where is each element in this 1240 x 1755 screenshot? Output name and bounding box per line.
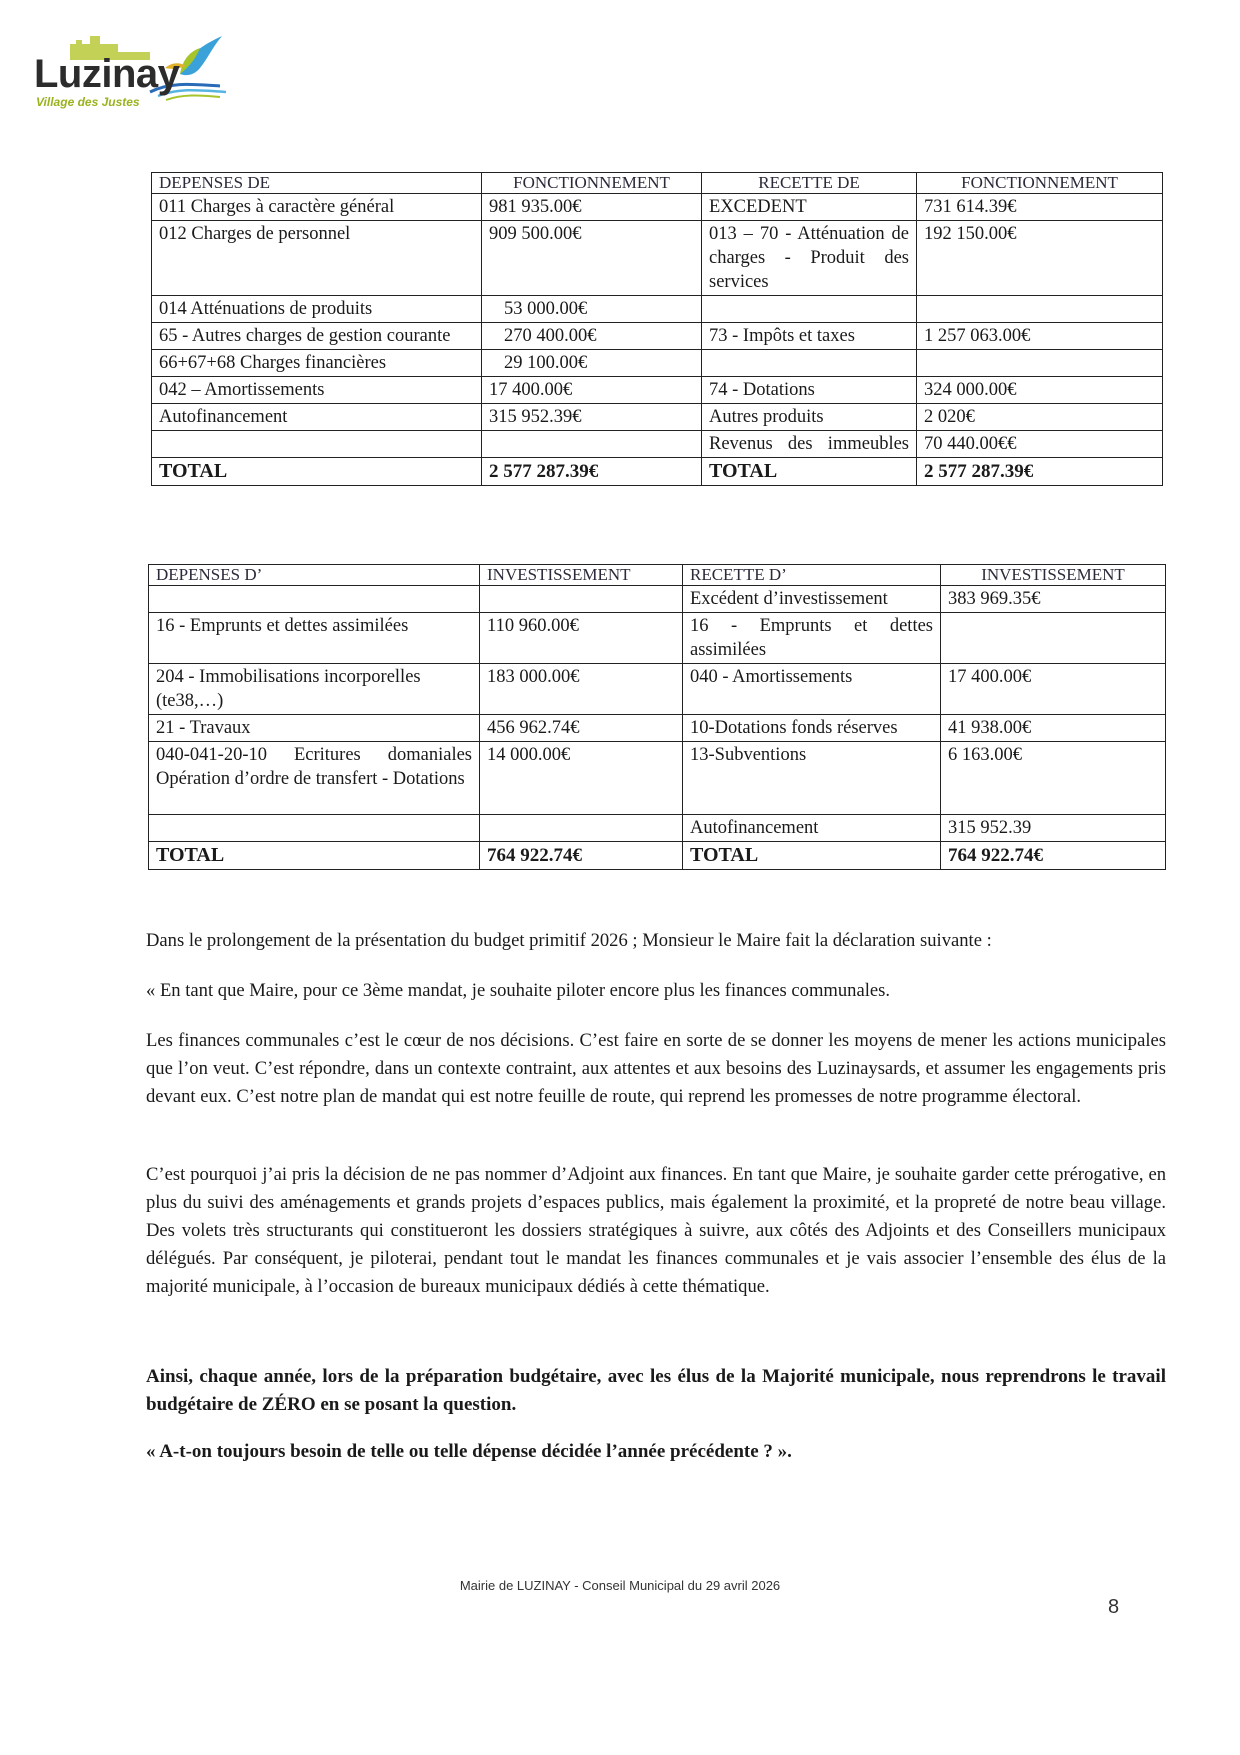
table-row [149, 715, 1166, 742]
table-cell: 29 100.00€ [482, 350, 702, 377]
table-cell: 192 150.00€ [917, 221, 1163, 296]
table-total-row [152, 458, 1163, 486]
investissement-table [148, 564, 1166, 870]
header-cell: DEPENSES DE [152, 173, 482, 194]
table-cell: 65 - Autres charges de gestion courante [152, 323, 482, 350]
header-cell: RECETTE D’ [683, 565, 941, 586]
total-value: 764 922.74€ [941, 842, 1166, 870]
table-cell: 013 – 70 - Atténuation de charges - Produit des services [702, 221, 917, 296]
paragraph-zero-budget: Ainsi, chaque année, lors de la préparation budgétaire, avec les élus de la Majorité municipale, nous reprendrons le travail budgétaire de ZÉRO en se posant la question. [146, 1366, 1166, 1415]
table-cell [152, 431, 482, 458]
table-row [149, 815, 1166, 842]
table-cell: 183 000.00€ [480, 664, 683, 715]
table-cell [917, 350, 1163, 377]
table-cell: 53 000.00€ [482, 296, 702, 323]
table-cell: 17 400.00€ [482, 377, 702, 404]
table-cell: Autres produits [702, 404, 917, 431]
header-cell: INVESTISSEMENT [480, 565, 683, 586]
paragraph-finances: Les finances communales c’est le cœur de nos décisions. C’est faire en sorte de se donner les moyens de mener les actions municipales que l’on veut. C’est répondre, dans un contexte contraint, aux attentes et aux besoins des Luzinaysards, et assumer les engagements pris devant eux. C’est notre plan de mandat qui est notre feuille de route, qui reprend les promesses de notre programme électoral. [146, 1030, 1166, 1107]
table-cell: 040-041-20-10 Ecritures domaniales Opération d’ordre de transfert - Dotations [149, 742, 480, 815]
table-cell [941, 613, 1166, 664]
table-cell: 73 - Impôts et taxes [702, 323, 917, 350]
table-row [149, 742, 1166, 815]
luzinay-logo [30, 22, 240, 109]
table-cell: 270 400.00€ [482, 323, 702, 350]
table-cell [149, 586, 480, 613]
table-cell: Autofinancement [152, 404, 482, 431]
table-cell [480, 815, 683, 842]
table-row [152, 296, 1163, 323]
logo-tagline: Village des Justes [36, 95, 140, 109]
table-cell: 16 - Emprunts et dettes assimilées [149, 613, 480, 664]
table-cell: 324 000.00€ [917, 377, 1163, 404]
table-cell: 13-Subventions [683, 742, 941, 815]
header-cell: RECETTE DE [702, 173, 917, 194]
header-cell: FONCTIONNEMENT [917, 173, 1163, 194]
paragraph-decision: C’est pourquoi j’ai pris la décision de ne pas nommer d’Adjoint aux finances. En tant que Maire, je souhaite garder cette prérogative, en plus du suivi des aménagements et grands projets d’espaces publics, mais également la proximité, et la propreté de notre beau village. Des volets très structurants qui constitueront les dossiers stratégiques à suivre, aux côtés des Adjoints et des Conseillers municipaux délégués. Par conséquent, je piloterai, pendant tout le mandat les finances communales et je vais associer l’ensemble des élus de la majorité municipale, à l’occasion de bureaux municipaux dédiés à cette thématique. [146, 1164, 1166, 1297]
total-label: TOTAL [149, 842, 480, 870]
table-cell: 042 – Amortissements [152, 377, 482, 404]
table-cell: 70 440.00€€ [917, 431, 1163, 458]
paragraph-intro: Dans le prolongement de la présentation du budget primitif 2026 ; Monsieur le Maire fait la déclaration suivante : [146, 930, 992, 951]
table-cell: 14 000.00€ [480, 742, 683, 815]
header-cell: DEPENSES D’ [149, 565, 480, 586]
table-cell: 456 962.74€ [480, 715, 683, 742]
table-cell: 731 614.39€ [917, 194, 1163, 221]
total-value: 2 577 287.39€ [482, 458, 702, 486]
total-label: TOTAL [683, 842, 941, 870]
total-label: TOTAL [152, 458, 482, 486]
table-row [152, 431, 1163, 458]
header-cell: INVESTISSEMENT [941, 565, 1166, 586]
table-cell: Revenus des immeubles [702, 431, 917, 458]
table-cell [917, 296, 1163, 323]
table-cell: 110 960.00€ [480, 613, 683, 664]
table-cell: 1 257 063.00€ [917, 323, 1163, 350]
table-row [152, 194, 1163, 221]
table-cell [482, 431, 702, 458]
table-header-row [149, 565, 1166, 586]
table-cell: 17 400.00€ [941, 664, 1166, 715]
table-cell: 315 952.39€ [482, 404, 702, 431]
logo-name: Luzinay [34, 52, 180, 96]
table-cell: EXCEDENT [702, 194, 917, 221]
table-row [152, 377, 1163, 404]
table-cell: 011 Charges à caractère général [152, 194, 482, 221]
total-label: TOTAL [702, 458, 917, 486]
table-cell: 204 - Immobilisations incorporelles (te38,…) [149, 664, 480, 715]
table-cell: 66+67+68 Charges financières [152, 350, 482, 377]
table-cell [480, 586, 683, 613]
table-cell: 6 163.00€ [941, 742, 1166, 815]
table-cell [702, 296, 917, 323]
table-cell [702, 350, 917, 377]
page-footer: Mairie de LUZINAY - Conseil Municipal du 29 avril 2026 [459, 1578, 781, 1593]
table-cell: 383 969.35€ [941, 586, 1166, 613]
table-row [149, 664, 1166, 715]
table-cell: 21 - Travaux [149, 715, 480, 742]
table-row [149, 586, 1166, 613]
table-cell: 315 952.39 [941, 815, 1166, 842]
table-cell: 41 938.00€ [941, 715, 1166, 742]
table-cell: 012 Charges de personnel [152, 221, 482, 296]
table-cell: 10-Dotations fonds réserves [683, 715, 941, 742]
table-cell: 74 - Dotations [702, 377, 917, 404]
table-cell: 981 935.00€ [482, 194, 702, 221]
header-cell: FONCTIONNEMENT [482, 173, 702, 194]
table-row [152, 221, 1163, 296]
paragraph-question: « A-t-on toujours besoin de telle ou telle dépense décidée l’année précédente ? ». [146, 1441, 792, 1462]
table-cell: Autofinancement [683, 815, 941, 842]
table-cell [149, 815, 480, 842]
table-row [152, 323, 1163, 350]
table-cell: 014 Atténuations de produits [152, 296, 482, 323]
total-value: 764 922.74€ [480, 842, 683, 870]
table-row [152, 404, 1163, 431]
total-value: 2 577 287.39€ [917, 458, 1163, 486]
table-cell: 16 - Emprunts et dettes assimilées [683, 613, 941, 664]
table-cell: 040 - Amortissements [683, 664, 941, 715]
paragraph-quote-start: « En tant que Maire, pour ce 3ème mandat, je souhaite piloter encore plus les finances communales. [146, 980, 891, 1001]
table-total-row [149, 842, 1166, 870]
fonctionnement-table [151, 172, 1163, 486]
table-row [152, 350, 1163, 377]
page-number: 8 [1108, 1596, 1120, 1618]
table-row [149, 613, 1166, 664]
table-cell: Excédent d’investissement [683, 586, 941, 613]
table-cell: 909 500.00€ [482, 221, 702, 296]
table-header-row [152, 173, 1163, 194]
table-cell: 2 020€ [917, 404, 1163, 431]
